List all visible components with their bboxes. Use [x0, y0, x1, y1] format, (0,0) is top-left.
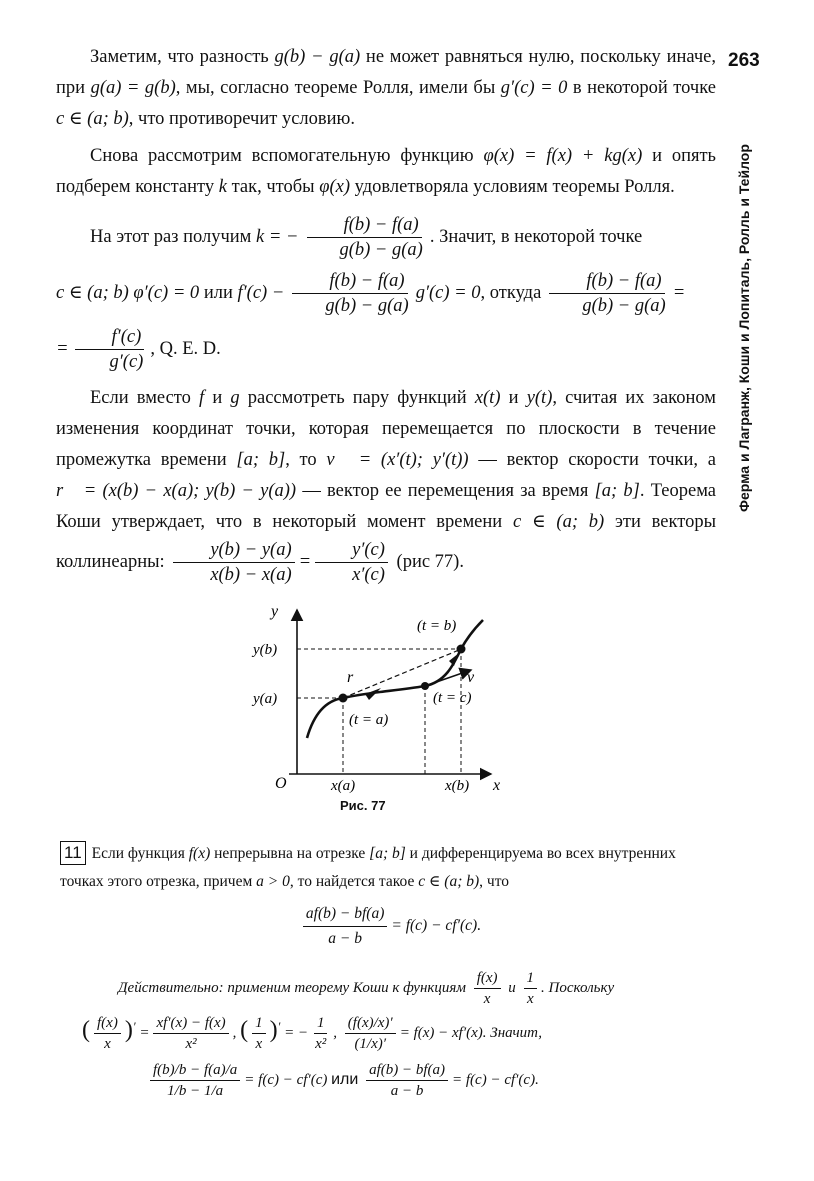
formula: =	[298, 551, 312, 572]
tb-label: (t = b)	[417, 618, 457, 634]
formula: [a; b]	[594, 481, 640, 501]
text: эти векторы коллинеарны:	[56, 512, 717, 572]
text: Снова рассмотрим вспомогательную функцию	[90, 146, 484, 166]
fraction-numerator: f(b) − f(a)	[307, 213, 422, 238]
fraction-numerator: f(b)/b − f(a)/a	[150, 1060, 240, 1081]
fraction-denominator: x(b) − x(a)	[210, 565, 292, 585]
text: (рис 77).	[391, 551, 464, 572]
formula: [a; b]	[369, 845, 406, 862]
text: — вектор ее перемещения за время	[296, 481, 595, 501]
text: не может равняться нулю, поскольку иначе, при	[56, 47, 716, 98]
arrow-head	[449, 653, 459, 666]
text: , мы, согласно теореме Ролля, имели бы	[175, 78, 501, 98]
formula: k = −	[256, 227, 299, 247]
formula: r⃗ = (x(b) − x(a); y(b) − y(a))	[56, 481, 297, 501]
fraction	[72, 325, 146, 374]
problem-formula	[60, 902, 720, 951]
point-b	[457, 645, 466, 654]
formula: k	[218, 177, 227, 197]
text: непрерывна на отрезке	[210, 845, 370, 862]
fraction-numerator: f(b) − f(a)	[549, 269, 664, 294]
prime: ′	[277, 1019, 281, 1034]
point-c	[421, 682, 429, 690]
ta-label: (t = a)	[349, 712, 389, 728]
fraction-denominator: g(b) − g(a)	[325, 296, 409, 317]
formula: c ∈ (a; b)	[56, 109, 129, 129]
text: На этот раз получим	[90, 227, 257, 247]
fraction-denominator: 1/b − 1/a	[167, 1083, 224, 1099]
formula: =	[672, 283, 686, 303]
problem-statement	[60, 840, 720, 896]
formula: g′(c) = 0	[500, 78, 568, 98]
text: и	[204, 388, 231, 408]
formula: [a; b]	[236, 450, 286, 470]
text: . Значит, в некоторой точке	[429, 227, 643, 247]
xa-label: x(a)	[331, 778, 356, 794]
text: , Q. E. D.	[150, 339, 221, 359]
fraction-numerator: y(b) − y(a)	[173, 538, 294, 563]
text: , откуда	[480, 283, 542, 303]
fraction-denominator: x	[483, 991, 491, 1007]
fraction-numerator: f(x)	[94, 1013, 121, 1034]
fraction-numerator: f(b) − f(a)	[292, 269, 407, 294]
text: и опять подберем константу	[56, 146, 716, 197]
text: . Поскольку	[541, 979, 615, 996]
main-text	[56, 42, 716, 587]
proof-line-3	[60, 1060, 720, 1101]
formula: c ∈ (a; b)	[418, 873, 480, 890]
ya-label: y(a)	[253, 691, 278, 707]
formula: = f(c) − cf′(c).	[391, 917, 482, 935]
formula: φ(x)	[319, 177, 351, 197]
fraction	[545, 269, 668, 318]
r-label: r⃗	[347, 669, 366, 686]
fraction-numerator: 1	[314, 1013, 328, 1034]
proof-line-2: ( $\frac{f(x)}{x}$ )′ = $\frac{xf'(x) - f(x)}{\text{x²}}$ , ( $\frac{1}{x}$ )′ = − $\frac{1}{\text{x²}}$ , $\frac{(f(x)/x)'}{(1/x)'}$ = f(x) − xf′(x). Значит,	[82, 1015, 543, 1052]
v-label: v⃗	[467, 669, 487, 686]
fraction-denominator: (1/x)′	[354, 1036, 387, 1052]
fraction-numerator: af(b) − bf(a)	[303, 902, 387, 927]
fraction-denominator: x²	[185, 1036, 197, 1052]
problem-11	[60, 840, 720, 951]
text: так, чтобы	[226, 177, 320, 197]
fraction	[474, 968, 501, 1009]
paragraph-2	[56, 141, 716, 203]
x-axis-label: x	[493, 777, 501, 794]
text: удовлетворяла условиям теоремы Ролля.	[350, 177, 675, 197]
formula: g(a) = g(b)	[90, 78, 176, 98]
proof-line-1	[60, 968, 720, 1009]
fraction-numerator: (f(x)/x)′	[345, 1013, 396, 1034]
fraction	[345, 1013, 396, 1054]
text: и	[500, 388, 527, 408]
tc-label: (t = c)	[433, 690, 472, 706]
paragraph-1	[56, 42, 716, 135]
fraction-numerator: af(b) − bf(a)	[366, 1060, 448, 1081]
formula: ,	[232, 1024, 237, 1041]
fraction	[173, 538, 294, 587]
fraction-denominator: g(b) − g(a)	[339, 240, 423, 261]
text: Если вместо	[90, 388, 200, 408]
cauchy-figure	[245, 598, 525, 828]
formula: g′(c) = 0	[415, 283, 481, 303]
fraction-denominator: a − b	[328, 930, 362, 947]
arrow-head	[365, 688, 381, 700]
curve	[307, 620, 483, 738]
fraction	[153, 1013, 228, 1054]
fraction-numerator: xf′(x) − f(x)	[153, 1013, 228, 1034]
formula: c ∈ (a; b) φ′(c) = 0	[56, 283, 200, 303]
fraction-denominator: x	[104, 1036, 111, 1052]
paragraph-4	[56, 383, 716, 587]
formula: =	[139, 1024, 150, 1041]
formula: =	[56, 339, 69, 359]
formula: x(t)	[474, 388, 501, 408]
formula: f′(c) −	[237, 283, 285, 303]
problem-number: 11	[60, 841, 86, 865]
formula: = f(c) − cf′(c)	[244, 1071, 328, 1088]
fraction	[288, 269, 411, 318]
fraction	[303, 902, 387, 951]
formula: g(b) − g(a)	[274, 47, 361, 67]
point-a	[339, 694, 348, 703]
text: в некоторой точке	[567, 78, 716, 98]
text: . Теорема Коши утверждает, что в некоторый момент времени	[56, 481, 717, 532]
fraction	[252, 1013, 266, 1054]
text: , что	[479, 873, 510, 890]
fraction-denominator: x²	[315, 1036, 327, 1052]
fraction-numerator: 1	[524, 968, 538, 989]
formula: v⃗ = (x′(t); y′(t))	[326, 450, 469, 470]
running-head: Ферма и Лагранж, Коши и Лопиталь, Ролль и Тейлор	[736, 144, 752, 512]
text: или	[331, 1070, 359, 1088]
y-axis-label: y	[271, 603, 279, 620]
fraction-denominator: g(b) − g(a)	[582, 296, 666, 317]
fraction	[366, 1060, 448, 1101]
page-number: 263	[728, 50, 760, 71]
text: — вектор скорости точки, а	[468, 450, 716, 470]
formula: φ(x) = f(x) + kg(x)	[483, 146, 643, 166]
figure-caption: Рис. 77	[340, 798, 386, 813]
formula: a > 0	[256, 873, 290, 890]
fraction-denominator: g′(c)	[109, 352, 144, 373]
text: , то	[285, 450, 327, 470]
formula: g	[230, 388, 240, 408]
fraction-numerator: 1	[252, 1013, 266, 1034]
origin-label: O	[275, 775, 287, 792]
formula: = −	[284, 1024, 309, 1041]
text: или	[199, 283, 238, 303]
text: и дифференцируема во всех внутренних точках этого отрезка, причем	[60, 845, 676, 890]
text: и	[504, 979, 520, 996]
text: , считая их законом изменения координат точки, которая перемещается по плоскости в течение промежутка времени	[56, 388, 716, 470]
fraction	[150, 1060, 240, 1101]
formula: c ∈ (a; b)	[512, 512, 605, 532]
paragraph-3	[56, 209, 716, 377]
formula: f	[199, 388, 205, 408]
fraction-numerator: f′(c)	[75, 325, 145, 350]
formula: y(t)	[526, 388, 553, 408]
fraction-numerator: f(x)	[474, 968, 501, 989]
fraction	[524, 968, 538, 1009]
fraction	[312, 1013, 329, 1054]
text: Если функция	[91, 845, 189, 862]
xb-label: x(b)	[445, 778, 470, 794]
fraction-denominator: x	[255, 1036, 263, 1052]
fraction-denominator: x′(c)	[352, 565, 385, 585]
fraction-denominator: x	[526, 991, 534, 1007]
text: , то найдется такое	[289, 873, 419, 890]
formula: f(x)	[188, 845, 211, 862]
formula: = f(x) − xf′(x). Значит,	[399, 1024, 543, 1041]
text: Действительно: применим теорему Коши к функциям	[118, 979, 470, 996]
proof	[60, 968, 720, 1101]
fraction	[315, 538, 388, 587]
yb-label: y(b)	[253, 642, 278, 658]
prime: ′	[132, 1019, 136, 1034]
text: , что противоречит условию.	[128, 109, 355, 129]
fraction	[302, 213, 425, 262]
formula: = f(c) − cf′(c).	[452, 1071, 539, 1088]
formula: ,	[333, 1024, 338, 1041]
fraction-numerator: y′(c)	[315, 538, 388, 563]
text: рассмотреть пару функций	[239, 388, 475, 408]
fraction-denominator: a − b	[390, 1083, 424, 1099]
fraction	[94, 1013, 121, 1054]
text: Заметим, что разность	[90, 47, 275, 67]
